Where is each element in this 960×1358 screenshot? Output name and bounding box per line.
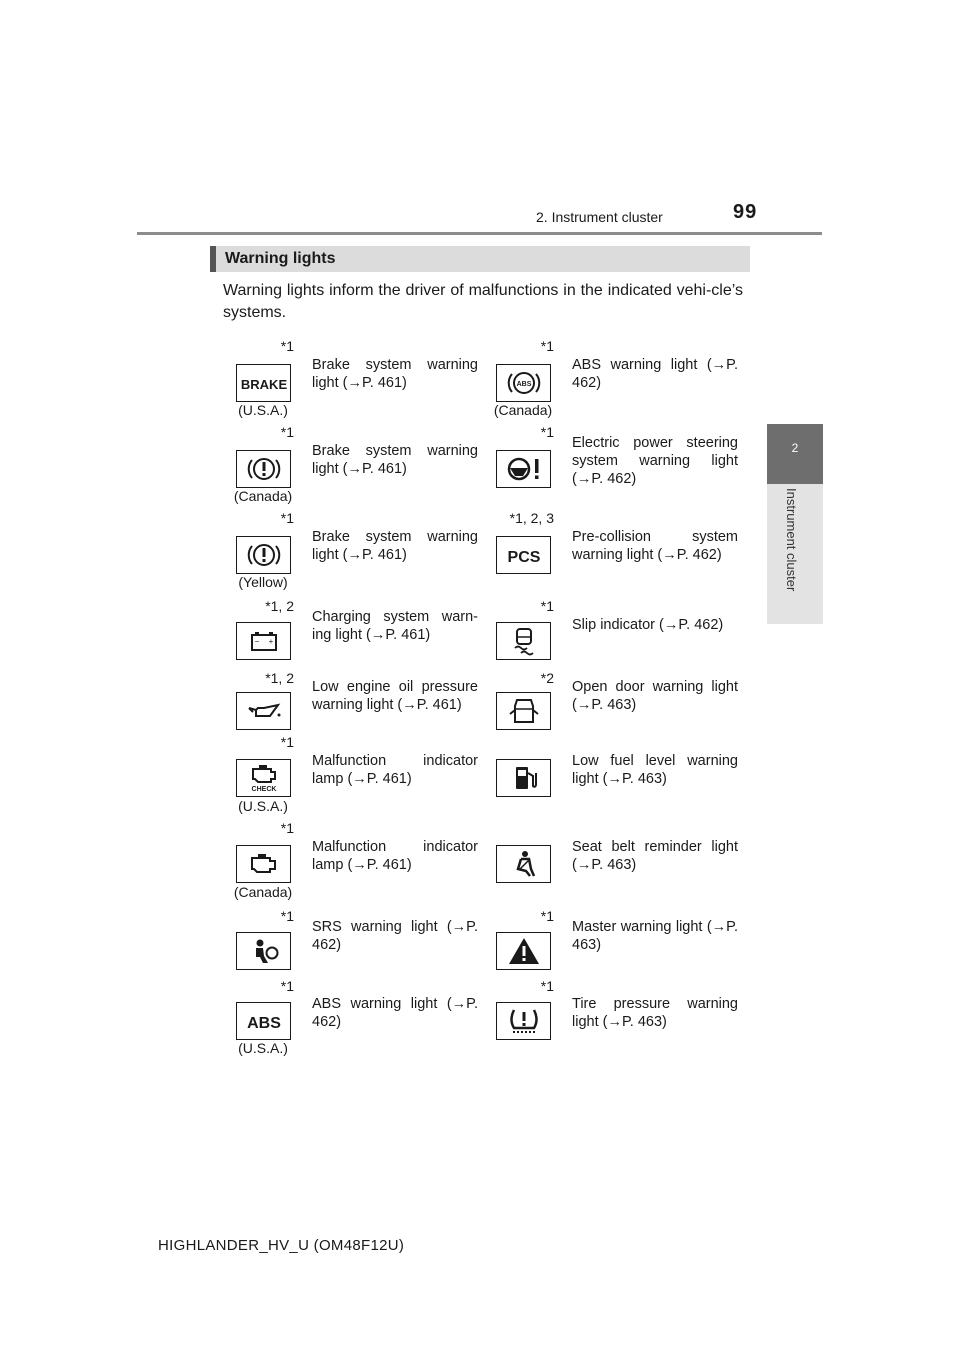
region-label: (U.S.A.) [238, 1040, 288, 1056]
footnote-ref: *1 [280, 734, 294, 750]
page-number: 99 [733, 201, 758, 223]
warning-description: Tire pressure warning light (→P. 463) [572, 996, 738, 1030]
engine-check-icon [236, 759, 291, 797]
footnote-ref: *1, 2, 3 [509, 510, 554, 526]
oil-can-icon [236, 692, 291, 730]
section-title-bar [210, 246, 750, 272]
footnote-ref: *1 [540, 908, 554, 924]
warning-description: Electric power steering system warning light (→P. 462) [572, 435, 738, 487]
intro-paragraph: Warning lights inform the driver of malfunctions in the indicated vehi-cle’s systems. [223, 282, 743, 321]
header-section-title: 2. Instrument cluster [536, 209, 663, 225]
warning-description: Brake system warning light (→P. 461) [312, 357, 478, 391]
warning-description: SRS warning light (→P. 462) [312, 919, 478, 953]
footnote-ref: *1, 2 [265, 670, 294, 686]
footnote-ref: *2 [540, 670, 554, 686]
warning-description: ABS warning light (→P. 462) [572, 357, 738, 391]
open-door-icon [496, 692, 551, 730]
warning-description: Seat belt reminder light (→P. 463) [572, 839, 738, 873]
brake-circle-icon [236, 536, 291, 574]
svg-text:CHECK: CHECK [251, 786, 276, 793]
warning-description: Low engine oil pressure warning light (→P. 461) [312, 679, 478, 713]
brake-text-icon [236, 364, 291, 402]
chapter-tab: 2 [767, 424, 823, 484]
slip-icon [496, 622, 551, 660]
warning-description: Malfunction indicator lamp (→P. 461) [312, 753, 478, 787]
region-label: (Yellow) [238, 574, 288, 590]
svg-text:BRAKE: BRAKE [240, 377, 287, 392]
section-title: Warning lights [225, 250, 336, 267]
footnote-ref: *1, 2 [265, 598, 294, 614]
footnote-ref: *1 [540, 424, 554, 440]
svg-text:+: + [268, 637, 273, 646]
footnote-ref: *1 [540, 978, 554, 994]
section-title-accent [210, 246, 216, 272]
footnote-ref: *1 [540, 598, 554, 614]
footnote-ref: *1 [280, 338, 294, 354]
footnote-ref: *1 [280, 978, 294, 994]
abs-text-icon [236, 1002, 291, 1040]
tire-pressure-icon [496, 1002, 551, 1040]
region-label: (U.S.A.) [238, 798, 288, 814]
footnote-ref: *1 [280, 424, 294, 440]
footnote-ref: *1 [280, 908, 294, 924]
svg-text:ABS: ABS [516, 381, 531, 388]
region-label: (Canada) [233, 488, 293, 504]
svg-text:PCS: PCS [507, 549, 540, 566]
warning-description: Pre-collision system warning light (→P. 462) [572, 529, 738, 563]
warning-description: Charging system warn-ing light (→P. 461) [312, 609, 478, 643]
master-warning-icon [496, 932, 551, 970]
warning-description: Brake system warning light (→P. 461) [312, 443, 478, 477]
warning-description: Low fuel level warning light (→P. 463) [572, 753, 738, 787]
srs-airbag-icon [236, 932, 291, 970]
warning-description: Brake system warning light (→P. 461) [312, 529, 478, 563]
footnote-ref: *1 [540, 338, 554, 354]
steering-warning-icon [496, 450, 551, 488]
svg-text:ABS: ABS [246, 1015, 281, 1032]
fuel-pump-icon [496, 759, 551, 797]
header-rule [137, 232, 822, 235]
chapter-tab-label: Instrument cluster [784, 488, 799, 592]
region-label: (Canada) [493, 402, 553, 418]
abs-circle-icon [496, 364, 551, 402]
brake-circle-icon [236, 450, 291, 488]
region-label: (Canada) [233, 884, 293, 900]
footnote-ref: *1 [280, 510, 294, 526]
warning-description: Open door warning light (→P. 463) [572, 679, 738, 713]
warning-description: Slip indicator (→P. 462) [572, 617, 724, 633]
warning-description: Master warning light (→P. 463) [572, 919, 738, 953]
seat-belt-icon [496, 845, 551, 883]
warning-description: ABS warning light (→P. 462) [312, 996, 478, 1030]
footer-model-code: HIGHLANDER_HV_U (OM48F12U) [158, 1237, 405, 1254]
region-label: (U.S.A.) [238, 402, 288, 418]
battery-icon [236, 622, 291, 660]
warning-description: Malfunction indicator lamp (→P. 461) [312, 839, 478, 873]
svg-text:−: − [254, 637, 259, 646]
pcs-text-icon [496, 536, 551, 574]
footnote-ref: *1 [280, 820, 294, 836]
engine-icon [236, 845, 291, 883]
